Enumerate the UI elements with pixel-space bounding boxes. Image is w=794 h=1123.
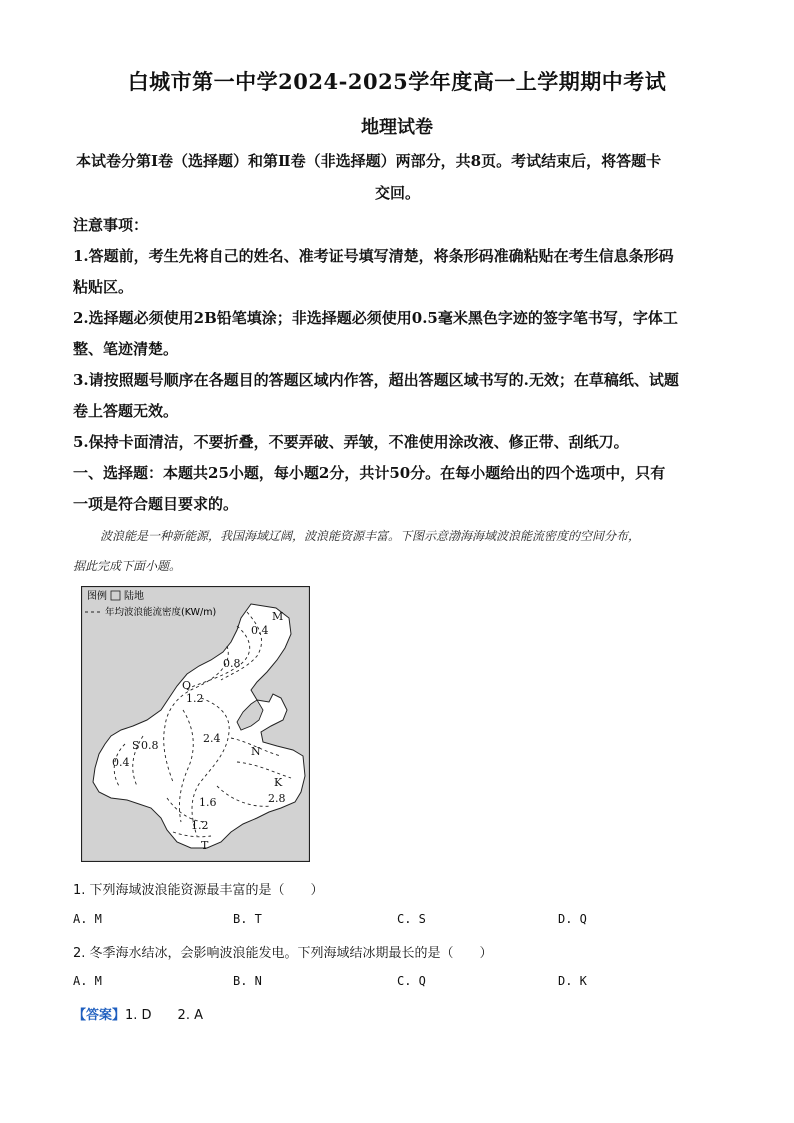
legend-contour-label: 年均波浪能流密度(KW/m)	[105, 607, 217, 618]
notice-item-3-line-1: 3.请按照题号顺序在各题目的答题区域内作答，超出答题区域书写的.无效；在草稿纸、试题	[73, 371, 679, 389]
question-2-text: 2. 冬季海水结冰，会影响波浪能发电。下列海域结冰期最长的是（ ）	[73, 946, 493, 961]
answer-tag: 【答案】	[73, 1008, 126, 1023]
label-T: T	[201, 839, 209, 852]
label-N: N	[251, 745, 261, 758]
question-1-text: 1. 下列海域波浪能资源最丰富的是（ ）	[73, 883, 324, 898]
question-2-option-d: D. K	[558, 974, 587, 988]
label-M: M	[272, 610, 284, 623]
answer-line	[73, 1004, 203, 1023]
notice-item-2-line-1: 2.选择题必须使用2B铅笔填涂；非选择题必须使用0.5毫米黑色字迹的签字笔书写，字体工	[73, 309, 678, 327]
question-1-option-a: A. M	[73, 912, 102, 926]
legend-land-swatch	[111, 591, 120, 600]
section-heading-line-2: 一项是符合题目要求的。	[73, 495, 239, 513]
passage-line-2: 据此完成下面小题。	[73, 559, 182, 573]
answer-content: 1. D 2. A	[125, 1008, 203, 1023]
question-2-option-b: B. N	[233, 974, 262, 988]
passage-line-1: 波浪能是一种新能源，我国海域辽阔，波浪能资源丰富。下图示意渤海海域波浪能流密度的空间分布，	[100, 529, 641, 543]
notice-item-5-line-1: 5.保持卡面清洁，不要折叠，不要弄破、弄皱，不准使用涂改液、修正带、刮纸刀。	[73, 433, 629, 451]
notice-item-1-line-2: 粘贴区。	[73, 278, 134, 296]
label-K: K	[274, 776, 283, 789]
question-1-option-c: C. S	[397, 912, 426, 926]
legend-land-label: 陆地	[124, 591, 144, 602]
notice-item-2-line-2: 整、笔迹清楚。	[73, 340, 179, 358]
value-1.2-bottom: 1.2	[191, 819, 209, 832]
notice-item-1-line-1: 1.答题前，考生先将自己的姓名、准考证号填写清楚，将条形码准确粘贴在考生信息条形码	[73, 247, 674, 265]
notice-item-3-line-2: 卷上答题无效。	[73, 402, 179, 420]
notice-heading: 注意事项：	[73, 216, 149, 234]
value-0.8-s: 0.8	[141, 739, 159, 752]
value-1.6: 1.6	[199, 796, 217, 809]
value-1.2-left: 1.2	[186, 692, 204, 705]
label-Q: Q	[182, 679, 192, 692]
exam-subtitle: 地理试卷	[361, 117, 433, 138]
legend-title: 图例	[87, 591, 107, 602]
question-1-option-d: D. Q	[558, 912, 587, 926]
question-1-option-b: B. T	[233, 912, 262, 926]
question-2-option-c: C. Q	[397, 974, 426, 988]
bohai-wave-energy-map	[81, 586, 310, 862]
question-2-option-a: A. M	[73, 974, 102, 988]
value-0.8-top: 0.8	[223, 657, 241, 670]
value-2.8: 2.8	[268, 792, 286, 805]
label-S: S	[132, 739, 140, 752]
intro-line-2: 交回。	[375, 184, 421, 202]
exam-title: 白城市第一中学2024-2025学年度高一上学期期中考试	[127, 69, 667, 94]
intro-line-1: 本试卷分第Ⅰ卷（选择题）和第Ⅱ卷（非选择题）两部分，共8页。考试结束后，将答题卡	[76, 152, 662, 170]
value-0.4-top: 0.4	[251, 624, 269, 637]
value-0.4-left: 0.4	[112, 756, 130, 769]
section-heading-line-1: 一、选择题：本题共25小题，每小题2分，共计50分。在每小题给出的四个选项中，只有	[73, 464, 666, 482]
value-2.4: 2.4	[203, 732, 221, 745]
